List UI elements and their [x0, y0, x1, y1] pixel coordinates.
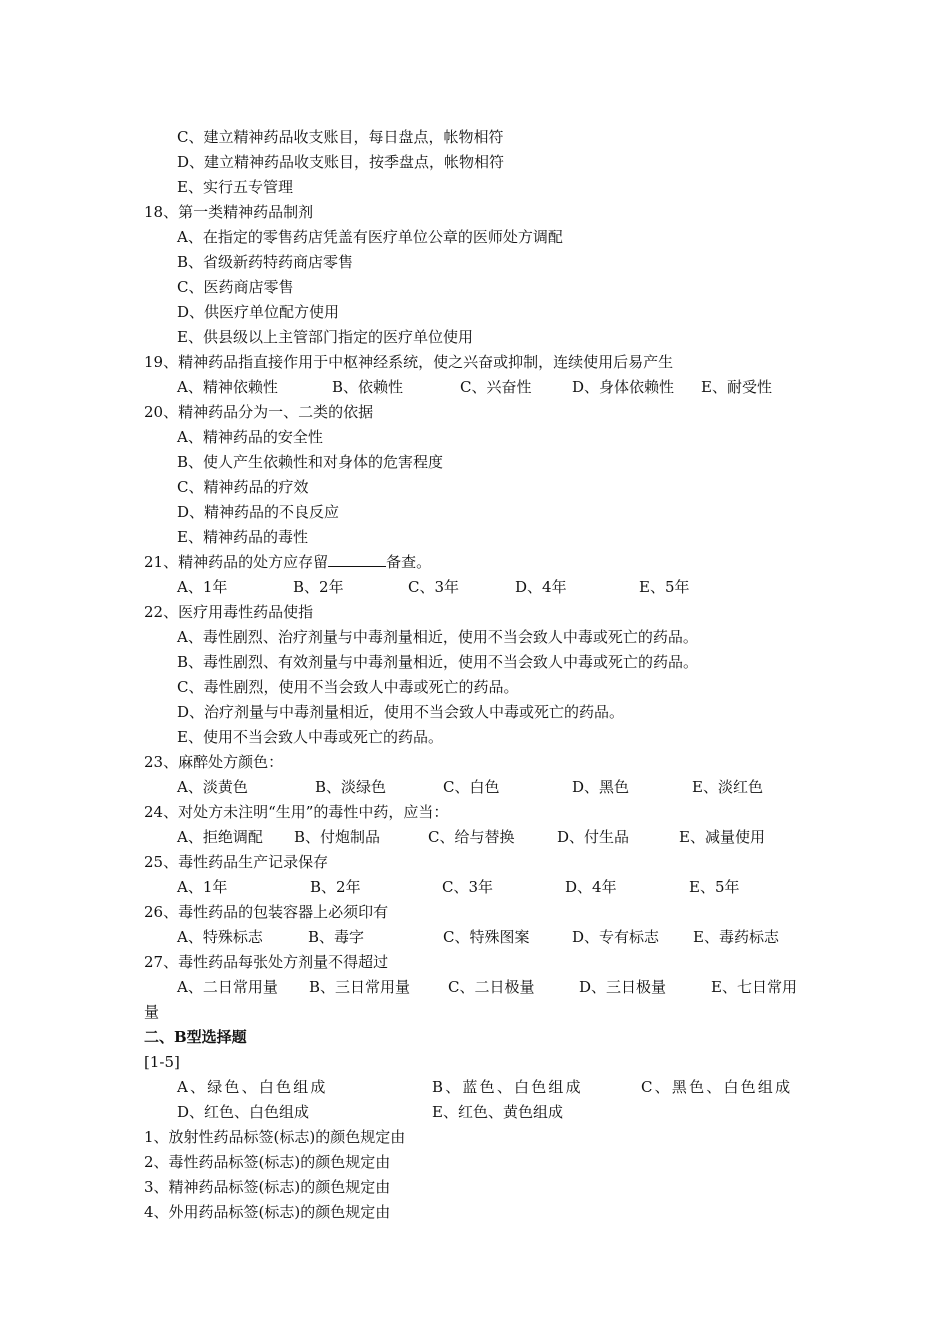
q21-stem-after: 备查。 [386, 553, 432, 571]
q26-option-c: C、特殊图案 [443, 928, 530, 946]
q24-option-a: A、拒绝调配 [177, 828, 263, 846]
q24-option-b: B、付炮制品 [294, 828, 381, 846]
q25-option-e: E、5年 [689, 878, 740, 896]
option-d: D、建立精神药品收支账目，按季盘点，帐物相符 [177, 153, 505, 171]
q20-option-a: A、精神药品的安全性 [177, 428, 323, 446]
question-20-stem: 20、精神药品分为一、二类的依据 [144, 403, 374, 421]
section-b-range: [1-5] [144, 1053, 180, 1071]
q25-option-c: C、3年 [442, 878, 494, 896]
q19-option-b: B、依赖性 [332, 378, 404, 396]
q27-option-d: D、三日极量 [579, 978, 667, 996]
q27-option-a: A、二日常用量 [177, 978, 278, 996]
section-b-question-4: 4、外用药品标签(标志)的颜色规定由 [144, 1203, 391, 1221]
q18-option-b: B、省级新药特药商店零售 [177, 253, 354, 271]
option-e: E、实行五专管理 [177, 178, 293, 196]
q25-option-b: B、2年 [310, 878, 361, 896]
q19-option-d: D、身体依赖性 [572, 378, 675, 396]
section-b-option-b: B、蓝色、白色组成 [432, 1078, 583, 1096]
question-23-stem: 23、麻醉处方颜色： [144, 753, 284, 771]
section-b-heading: 二、B型选择题 [144, 1028, 247, 1046]
q20-option-e: E、精神药品的毒性 [177, 528, 308, 546]
q18-option-e: E、供县级以上主管部门指定的医疗单位使用 [177, 328, 473, 346]
q23-option-e: E、淡红色 [692, 778, 763, 796]
question-21-stem [144, 550, 431, 575]
section-b-options-row-1 [177, 1075, 817, 1100]
question-25-stem: 25、毒性药品生产记录保存 [144, 853, 329, 871]
q21-option-c: C、3年 [408, 578, 460, 596]
question-27-stem: 27、毒性药品每张处方剂量不得超过 [144, 953, 389, 971]
q22-option-d: D、治疗剂量与中毒剂量相近，使用不当会致人中毒或死亡的药品。 [177, 703, 625, 721]
section-b-question-1: 1、放射性药品标签(标志)的颜色规定由 [144, 1128, 406, 1146]
q26-options-row [177, 925, 817, 950]
q21-option-a: A、1年 [177, 578, 228, 596]
q25-option-d: D、4年 [565, 878, 617, 896]
q25-option-a: A、1年 [177, 878, 228, 896]
q21-option-e: E、5年 [639, 578, 690, 596]
q24-option-c: C、给与替换 [428, 828, 515, 846]
q27-option-e-wrap: 量 [144, 1003, 160, 1021]
q21-options-row [177, 575, 817, 600]
q19-option-c: C、兴奋性 [460, 378, 532, 396]
q19-option-e: E、耐受性 [701, 378, 772, 396]
q27-option-c: C、二日极量 [448, 978, 535, 996]
section-b-option-d: D、红色、白色组成 [177, 1103, 310, 1121]
q24-options-row [177, 825, 817, 850]
q24-option-e: E、减量使用 [679, 828, 765, 846]
section-b-option-a: A、绿色、白色组成 [177, 1078, 328, 1096]
q22-option-c: C、毒性剧烈，使用不当会致人中毒或死亡的药品。 [177, 678, 519, 696]
question-24-stem: 24、对处方未注明“生用”的毒性中药，应当： [144, 803, 449, 821]
q27-options-row [177, 975, 817, 1000]
q19-options-row [177, 375, 817, 400]
q20-option-c: C、精神药品的疗效 [177, 478, 309, 496]
section-b-option-e: E、红色、黄色组成 [432, 1103, 563, 1121]
q21-option-d: D、4年 [515, 578, 567, 596]
section-b-options-row-2 [177, 1100, 817, 1125]
q25-options-row [177, 875, 817, 900]
q26-option-a: A、特殊标志 [177, 928, 263, 946]
option-c: C、建立精神药品收支账目，每日盘点，帐物相符 [177, 128, 504, 146]
q18-option-a: A、在指定的零售药店凭盖有医疗单位公章的医师处方调配 [177, 228, 563, 246]
q21-stem-before: 21、精神药品的处方应存留 [144, 553, 329, 571]
question-19-stem: 19、精神药品指直接作用于中枢神经系统，使之兴奋或抑制，连续使用后易产生 [144, 353, 674, 371]
q20-option-b: B、使人产生依赖性和对身体的危害程度 [177, 453, 444, 471]
q24-option-d: D、付生品 [557, 828, 630, 846]
q22-option-a: A、毒性剧烈、治疗剂量与中毒剂量相近，使用不当会致人中毒或死亡的药品。 [177, 628, 698, 646]
q20-option-d: D、精神药品的不良反应 [177, 503, 340, 521]
q18-option-d: D、供医疗单位配方使用 [177, 303, 340, 321]
question-26-stem: 26、毒性药品的包装容器上必须印有 [144, 903, 389, 921]
q26-option-e: E、毒药标志 [693, 928, 779, 946]
q22-option-e: E、使用不当会致人中毒或死亡的药品。 [177, 728, 443, 746]
q18-option-c: C、医药商店零售 [177, 278, 294, 296]
q23-option-a: A、淡黄色 [177, 778, 248, 796]
section-b-option-c: C、黑色、白色组成 [641, 1078, 793, 1096]
q23-option-b: B、淡绿色 [315, 778, 387, 796]
q23-option-d: D、黑色 [572, 778, 630, 796]
q22-option-b: B、毒性剧烈、有效剂量与中毒剂量相近，使用不当会致人中毒或死亡的药品。 [177, 653, 699, 671]
q21-option-b: B、2年 [293, 578, 344, 596]
q23-options-row [177, 775, 817, 800]
q27-option-b: B、三日常用量 [309, 978, 411, 996]
q19-option-a: A、精神依赖性 [177, 378, 278, 396]
q27-option-e: E、七日常用 [711, 978, 797, 996]
section-b-question-3: 3、精神药品标签(标志)的颜色规定由 [144, 1178, 391, 1196]
q23-option-c: C、白色 [443, 778, 500, 796]
question-18-stem: 18、第一类精神药品制剂 [144, 203, 314, 221]
q26-option-b: B、毒字 [308, 928, 365, 946]
q26-option-d: D、专有标志 [572, 928, 660, 946]
q21-blank [328, 550, 386, 567]
section-b-question-2: 2、毒性药品标签(标志)的颜色规定由 [144, 1153, 391, 1171]
question-22-stem: 22、医疗用毒性药品使指 [144, 603, 314, 621]
